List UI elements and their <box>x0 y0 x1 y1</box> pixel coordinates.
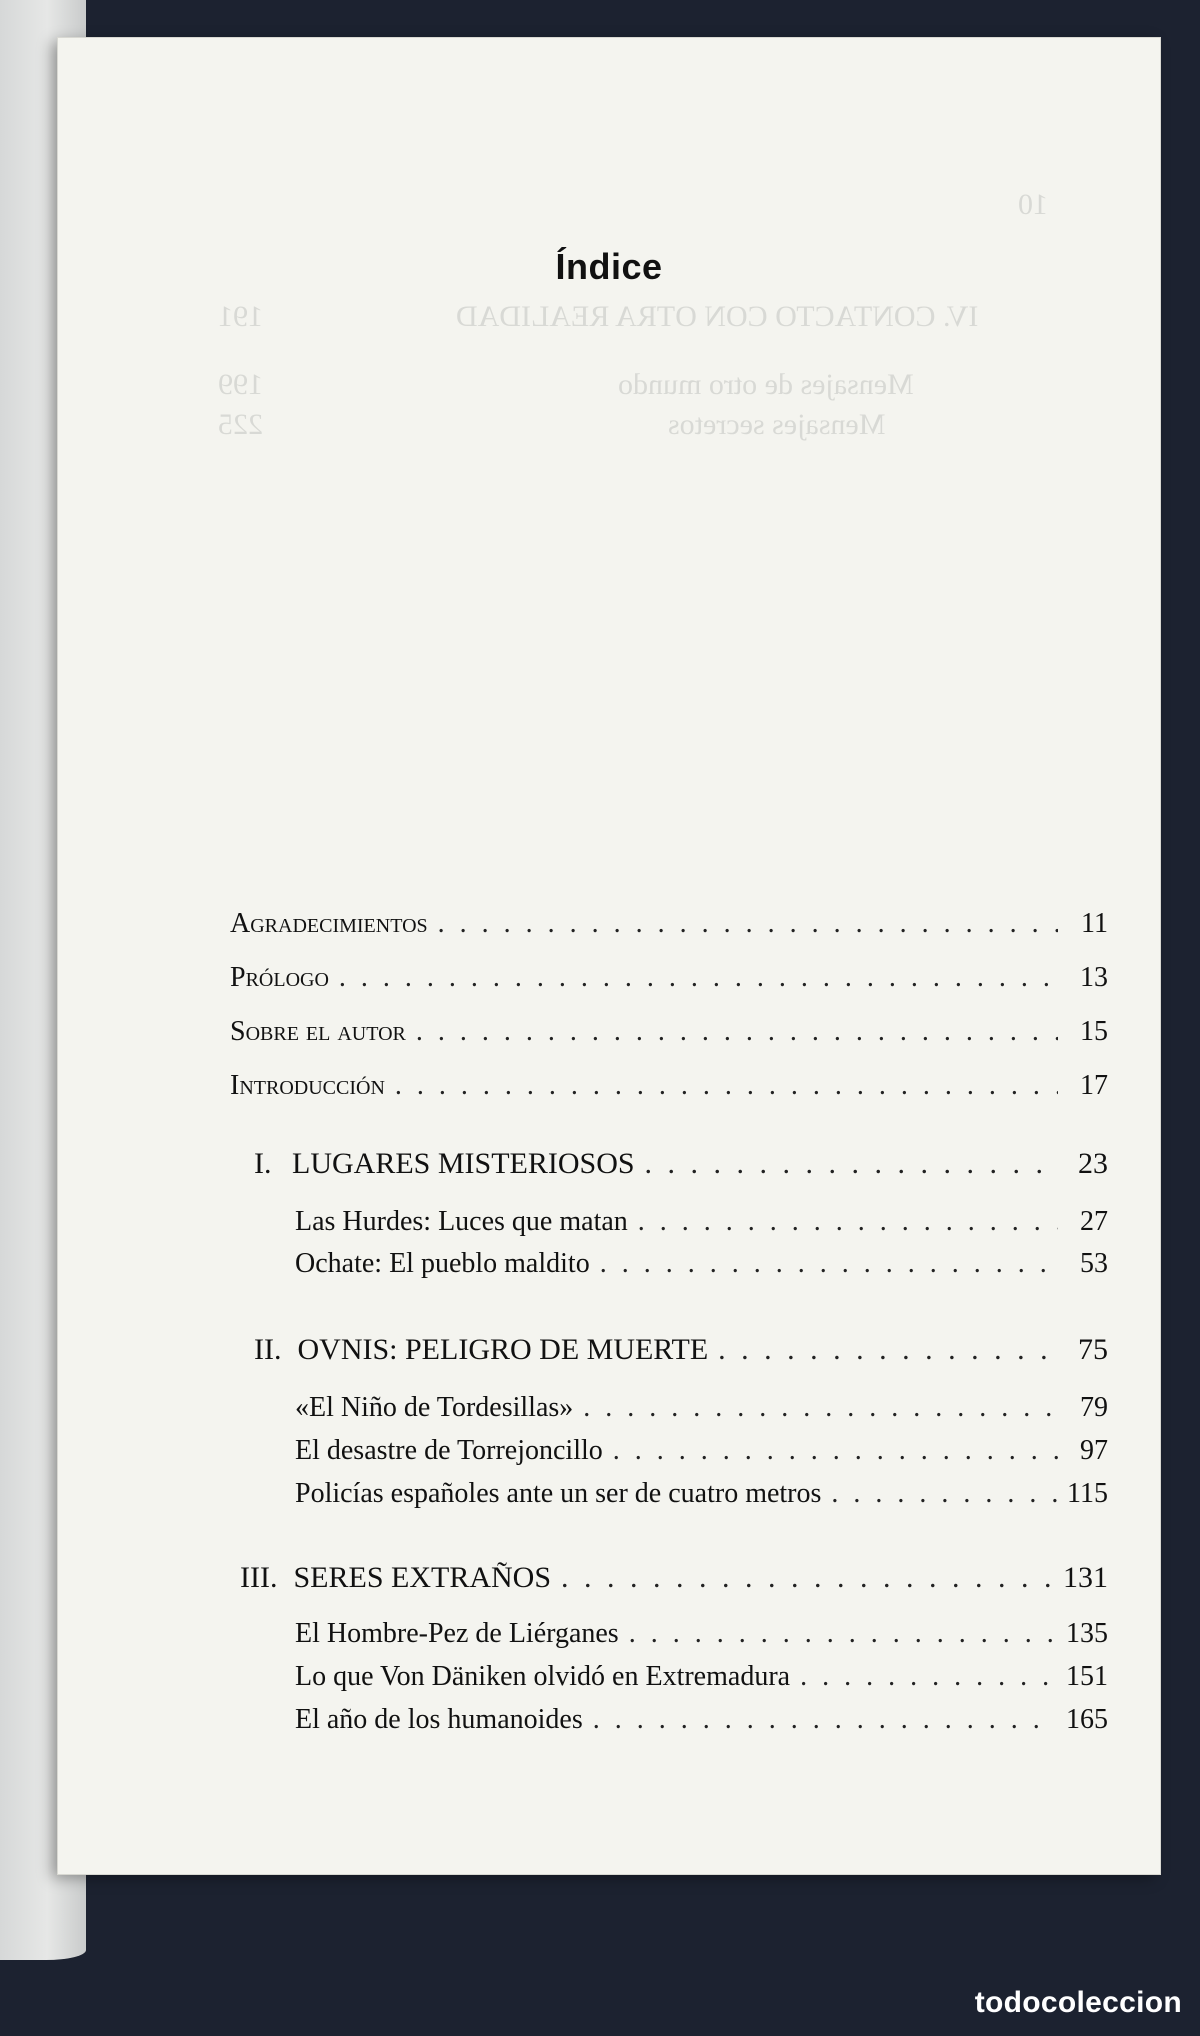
toc-subentry <box>295 1702 1108 1738</box>
toc-subentry-label: Las Hurdes: Luces que matan <box>295 1206 628 1237</box>
toc-entry-prologo <box>230 960 1108 996</box>
toc-entry-page: 13 <box>1080 962 1108 993</box>
leader-dots <box>718 1332 1058 1368</box>
ghost-line-3-page: 225 <box>218 408 263 441</box>
ghost-page-number: 10 <box>1018 188 1048 221</box>
ghost-line-2-page: 199 <box>218 368 263 401</box>
toc-subentry <box>295 1616 1108 1652</box>
leader-dots <box>416 1014 1058 1050</box>
leader-dots <box>800 1659 1056 1695</box>
leader-dots <box>395 1068 1058 1104</box>
toc-subentry-label: El año de los humanoides <box>295 1704 583 1735</box>
leader-dots <box>583 1390 1058 1426</box>
leader-dots <box>339 960 1058 996</box>
leader-dots <box>613 1433 1058 1469</box>
leader-dots <box>438 906 1058 942</box>
toc-subentry-page: 165 <box>1066 1704 1108 1735</box>
toc-subentry-label: Ochate: El pueblo maldito <box>295 1248 590 1279</box>
toc-entry-label: Agradecimientos <box>230 908 428 939</box>
toc-entry-page: 11 <box>1081 908 1108 939</box>
chapter-number: III. <box>240 1561 278 1594</box>
watermark-logo: todocoleccion <box>974 1986 1182 2019</box>
leader-dots <box>561 1560 1053 1596</box>
toc-entry-introduccion <box>230 1068 1108 1104</box>
toc-subentry-page: 27 <box>1080 1206 1108 1237</box>
toc-subentry-page: 79 <box>1080 1392 1108 1423</box>
toc-subentry-page: 97 <box>1080 1435 1108 1466</box>
toc-subentry <box>295 1246 1108 1282</box>
toc-subentry-page: 151 <box>1066 1661 1108 1692</box>
ghost-line-2: Mensajes de otro mundo <box>618 368 914 401</box>
ghost-line-1-page: 191 <box>218 300 263 333</box>
toc-entry-page: 17 <box>1080 1070 1108 1101</box>
toc-entry-label: Sobre el autor <box>230 1016 406 1047</box>
toc-entry-label: Prólogo <box>230 962 329 993</box>
toc-entry-sobre-el-autor <box>230 1014 1108 1050</box>
toc-subentry <box>295 1204 1108 1240</box>
leader-dots <box>593 1702 1056 1738</box>
chapter-number: II. <box>254 1333 282 1366</box>
chapter-page: 23 <box>1078 1147 1108 1180</box>
book-page <box>58 38 1160 1874</box>
chapter-label: LUGARES MISTERIOSOS <box>292 1147 635 1180</box>
leader-dots <box>638 1204 1058 1240</box>
leader-dots <box>600 1246 1058 1282</box>
toc-entry-agradecimientos <box>230 906 1108 942</box>
toc-chapter-1 <box>254 1146 1108 1182</box>
toc-subentry <box>295 1390 1108 1426</box>
toc-subentry-label: «El Niño de Tordesillas» <box>295 1392 574 1423</box>
toc-subentry-label: El Hombre-Pez de Liérganes <box>295 1618 619 1649</box>
toc-subentry-label: Policías españoles ante un ser de cuatro metros <box>295 1478 822 1509</box>
toc-subentry <box>295 1476 1108 1512</box>
page-title: Índice <box>555 246 663 287</box>
leader-dots <box>645 1146 1058 1182</box>
leader-dots <box>629 1616 1056 1652</box>
toc-subentry <box>295 1433 1108 1469</box>
leader-dots <box>831 1476 1057 1512</box>
chapter-page: 131 <box>1063 1561 1108 1594</box>
ghost-line-3: Mensajes secretos <box>668 408 886 441</box>
chapter-number: I. <box>254 1147 272 1180</box>
toc-subentry <box>295 1659 1108 1695</box>
toc-subentry-label: Lo que Von Däniken olvidó en Extremadura <box>295 1661 791 1692</box>
toc-subentry-page: 53 <box>1080 1248 1108 1279</box>
chapter-page: 75 <box>1078 1333 1108 1366</box>
chapter-label: OVNIS: PELIGRO DE MUERTE <box>297 1333 709 1366</box>
toc-subentry-page: 115 <box>1067 1478 1108 1509</box>
toc-chapter-3 <box>240 1560 1108 1596</box>
toc-chapter-2 <box>254 1332 1108 1368</box>
toc-entry-page: 15 <box>1080 1016 1108 1047</box>
toc-entry-label: Introducción <box>230 1070 385 1101</box>
chapter-label: SERES EXTRAÑOS <box>293 1561 552 1594</box>
toc-subentry-label: El desastre de Torrejoncillo <box>295 1435 603 1466</box>
ghost-line-1: IV. CONTACTO CON OTRA REALIDAD <box>456 300 979 333</box>
toc-subentry-page: 135 <box>1066 1618 1108 1649</box>
